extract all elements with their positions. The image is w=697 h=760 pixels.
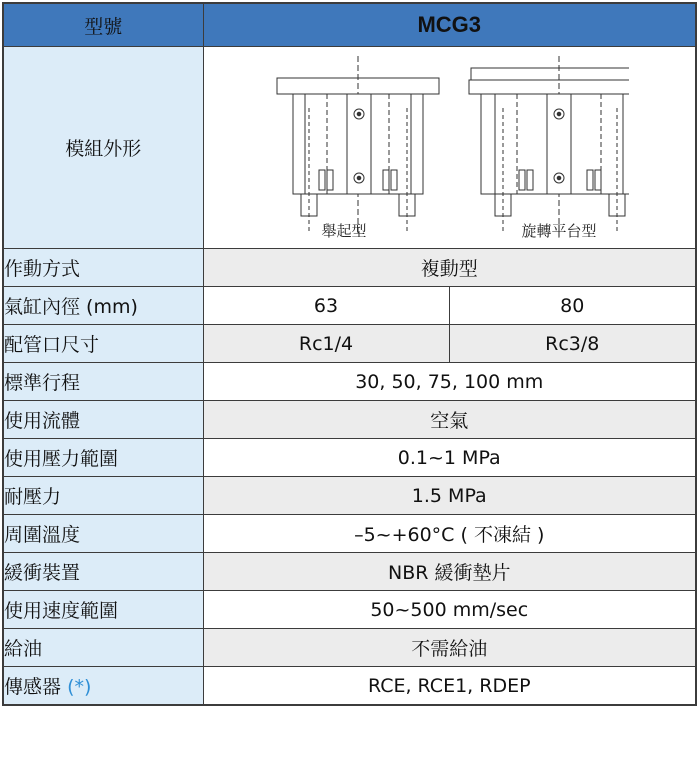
header-label: 型號 [3, 3, 203, 47]
row-label-sensor [3, 667, 203, 706]
table-row [3, 591, 696, 629]
shape-row [3, 47, 696, 249]
shape-figure-cell [203, 47, 696, 249]
sensor-label-text: 傳感器 [4, 676, 62, 698]
row-value: 50~500 mm/sec [203, 591, 696, 629]
module-drawings [269, 48, 629, 243]
row-value-63: Rc1/4 [203, 325, 449, 363]
row-label: 標準行程 [3, 363, 203, 401]
table-row [3, 439, 696, 477]
row-label: 周圍溫度 [3, 515, 203, 553]
row-value: 1.5 MPa [203, 477, 696, 515]
row-label: 給油 [3, 629, 203, 667]
row-value: 0.1~1 MPa [203, 439, 696, 477]
table-row [3, 287, 696, 325]
model-name: MCG3 [203, 3, 696, 47]
row-value-80: 80 [449, 287, 696, 325]
table-row [3, 401, 696, 439]
row-value: NBR 緩衝墊片 [203, 553, 696, 591]
lift-type-caption: 舉起型 [321, 221, 367, 240]
table-row [3, 325, 696, 363]
row-value: 不需給油 [203, 629, 696, 667]
table-row [3, 477, 696, 515]
row-value: –5~+60°C ( 不凍結 ) [203, 515, 696, 553]
row-value-63: 63 [203, 287, 449, 325]
row-label: 氣缸內徑 (mm) [3, 287, 203, 325]
table-row [3, 629, 696, 667]
table-row [3, 667, 696, 706]
table-row [3, 553, 696, 591]
row-value: 30, 50, 75, 100 mm [203, 363, 696, 401]
table-row [3, 249, 696, 287]
row-value-80: Rc3/8 [449, 325, 696, 363]
row-label: 緩衝裝置 [3, 553, 203, 591]
table-row [3, 515, 696, 553]
row-label: 耐壓力 [3, 477, 203, 515]
table-row [3, 363, 696, 401]
header-row [3, 3, 696, 47]
spec-table [2, 2, 697, 706]
rotary-table-drawing [469, 56, 629, 233]
row-value: 複動型 [203, 249, 696, 287]
row-label: 作動方式 [3, 249, 203, 287]
footnote-marker: (*) [67, 676, 92, 698]
row-label: 使用速度範圍 [3, 591, 203, 629]
row-label: 配管口尺寸 [3, 325, 203, 363]
row-label: 使用壓力範圍 [3, 439, 203, 477]
row-value: RCE, RCE1, RDEP [203, 667, 696, 706]
row-value: 空氣 [203, 401, 696, 439]
shape-label: 模組外形 [3, 47, 203, 249]
row-label: 使用流體 [3, 401, 203, 439]
lift-type-drawing [277, 56, 439, 233]
rotary-table-caption: 旋轉平台型 [521, 221, 597, 240]
